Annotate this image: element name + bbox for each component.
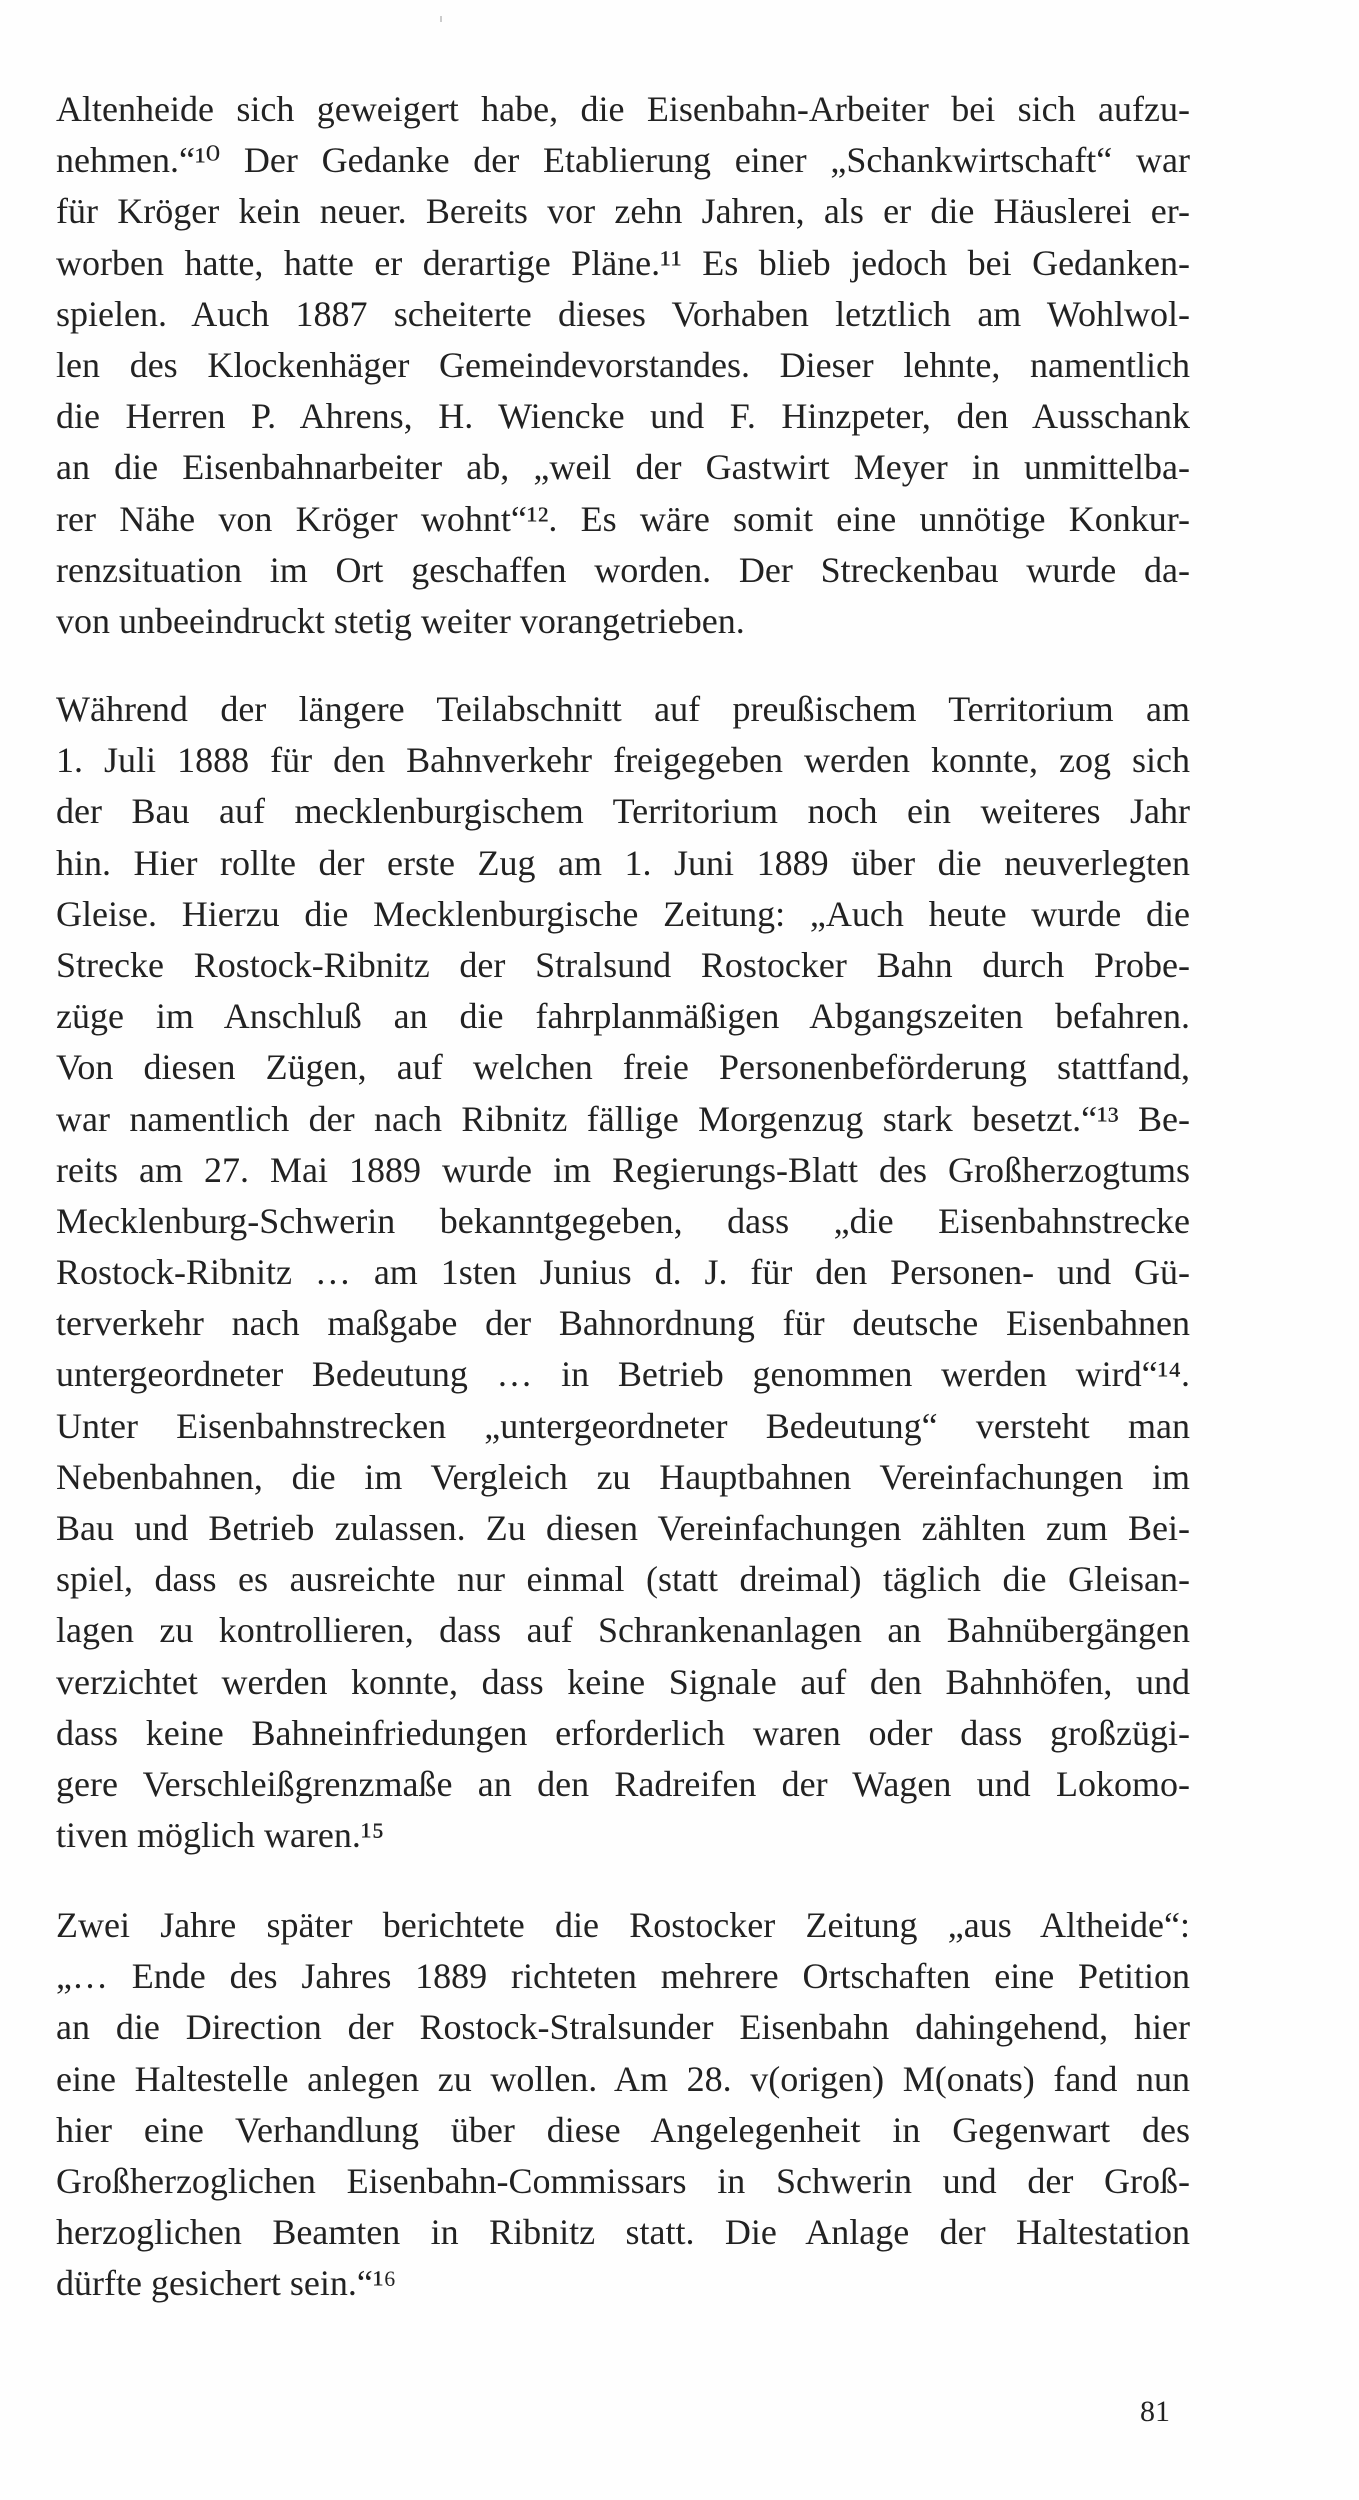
text-line: an die Eisenbahnarbeiter ab, „weil der Gastwirt Meyer in unmittelba- bbox=[56, 447, 1190, 488]
text-line: reits am 27. Mai 1889 wurde im Regierungs-Blatt des Großherzogtums bbox=[56, 1149, 1190, 1190]
text-line: Von diesen Zügen, auf welchen freie Personenbeförderung stattfand, bbox=[56, 1047, 1190, 1088]
text-line: „… Ende des Jahres 1889 richteten mehrere Ortschaften eine Petition bbox=[56, 1956, 1190, 1997]
text-line: herzoglichen Beamten in Ribnitz statt. Die Anlage der Haltestation bbox=[56, 2212, 1190, 2253]
text-line: Großherzoglichen Eisenbahn-Commissars in Schwerin und der Groß- bbox=[56, 2160, 1190, 2201]
text-line: Nebenbahnen, die im Vergleich zu Hauptbahnen Vereinfachungen im bbox=[56, 1456, 1190, 1497]
text-line: verzichtet werden konnte, dass keine Signale auf den Bahnhöfen, und bbox=[56, 1661, 1190, 1702]
text-line: hin. Hier rollte der erste Zug am 1. Juni 1889 über die neuverlegten bbox=[56, 842, 1190, 883]
text-line: Rostock-Ribnitz … am 1sten Junius d. J. für den Personen- und Gü- bbox=[56, 1252, 1190, 1293]
text-line: tiven möglich waren.¹⁵ bbox=[56, 1815, 385, 1856]
text-line: rer Nähe von Kröger wohnt“¹². Es wäre somit eine unnötige Konkur- bbox=[56, 498, 1190, 539]
text-line: war namentlich der nach Ribnitz fällige Morgenzug stark besetzt.“¹³ Be- bbox=[56, 1098, 1190, 1139]
text-line: Mecklenburg-Schwerin bekanntgegeben, dass „die Eisenbahnstrecke bbox=[56, 1200, 1190, 1241]
text-line: terverkehr nach maßgabe der Bahnordnung für deutsche Eisenbahnen bbox=[56, 1303, 1190, 1344]
paragraph-1 bbox=[56, 84, 1190, 647]
text-line: an die Direction der Rostock-Stralsunder Eisenbahn dahingehend, hier bbox=[56, 2007, 1190, 2048]
text-line: Gleise. Hierzu die Mecklenburgische Zeitung: „Auch heute wurde die bbox=[56, 893, 1190, 934]
text-line: nehmen.“¹⁰ Der Gedanke der Etablierung einer „Schankwirtschaft“ war bbox=[56, 140, 1190, 181]
text-line: spiel, dass es ausreichte nur einmal (statt dreimal) täglich die Gleisan- bbox=[56, 1559, 1190, 1600]
text-line: eine Haltestelle anlegen zu wollen. Am 28. v(origen) M(onats) fand nun bbox=[56, 2058, 1190, 2099]
page-number: 81 bbox=[1140, 2395, 1170, 2428]
text-line: Zwei Jahre später berichtete die Rostocker Zeitung „aus Altheide“: bbox=[56, 1905, 1190, 1945]
text-line: 1. Juli 1888 für den Bahnverkehr freigegeben werden konnte, zog sich bbox=[56, 740, 1190, 781]
text-line: worben hatte, hatte er derartige Pläne.¹¹ Es blieb jedoch bei Gedanken- bbox=[56, 242, 1190, 283]
text-line: Unter Eisenbahnstrecken „untergeordneter Bedeutung“ versteht man bbox=[56, 1405, 1190, 1446]
text-line: für Kröger kein neuer. Bereits vor zehn Jahren, als er die Häuslerei er- bbox=[56, 191, 1190, 232]
text-line: die Herren P. Ahrens, H. Wiencke und F. Hinzpeter, den Ausschank bbox=[56, 396, 1190, 437]
text-line: dass keine Bahneinfriedungen erforderlich waren oder dass großzügi- bbox=[56, 1712, 1190, 1753]
text-line: untergeordneter Bedeutung … in Betrieb genommen werden wird“¹⁴. bbox=[56, 1354, 1190, 1395]
text-line: hier eine Verhandlung über diese Angelegenheit in Gegenwart des bbox=[56, 2109, 1190, 2150]
text-line: züge im Anschluß an die fahrplanmäßigen Abgangszeiten befahren. bbox=[56, 996, 1190, 1037]
text-line: Bau und Betrieb zulassen. Zu diesen Vereinfachungen zählten zum Bei- bbox=[56, 1508, 1190, 1548]
text-line: renzsituation im Ort geschaffen worden. Der Streckenbau wurde da- bbox=[56, 549, 1190, 590]
text-line: spielen. Auch 1887 scheiterte dieses Vorhaben letztlich am Wohlwol- bbox=[56, 293, 1190, 334]
text-line: lagen zu kontrollieren, dass auf Schrankenanlagen an Bahnübergängen bbox=[56, 1610, 1190, 1651]
scan-mark bbox=[440, 16, 442, 22]
text-line: Strecke Rostock-Ribnitz der Stralsund Rostocker Bahn durch Probe- bbox=[56, 944, 1190, 985]
text-line: gere Verschleißgrenzmaße an den Radreifen der Wagen und Lokomo- bbox=[56, 1763, 1190, 1804]
paragraph-2 bbox=[56, 684, 1190, 1861]
text-line: Altenheide sich geweigert habe, die Eisenbahn-Arbeiter bei sich aufzu- bbox=[56, 89, 1190, 129]
text-line: der Bau auf mecklenburgischem Territorium noch ein weiteres Jahr bbox=[56, 791, 1190, 832]
text-line: Während der längere Teilabschnitt auf preußischem Territorium am bbox=[56, 689, 1190, 729]
text-line: von unbeeindruckt stetig weiter vorangetrieben. bbox=[56, 600, 745, 641]
text-line: len des Klockenhäger Gemeindevorstandes. Dieser lehnte, namentlich bbox=[56, 344, 1190, 385]
text-line: dürfte gesichert sein.“¹⁶ bbox=[56, 2263, 397, 2304]
paragraph-3 bbox=[56, 1900, 1190, 2310]
